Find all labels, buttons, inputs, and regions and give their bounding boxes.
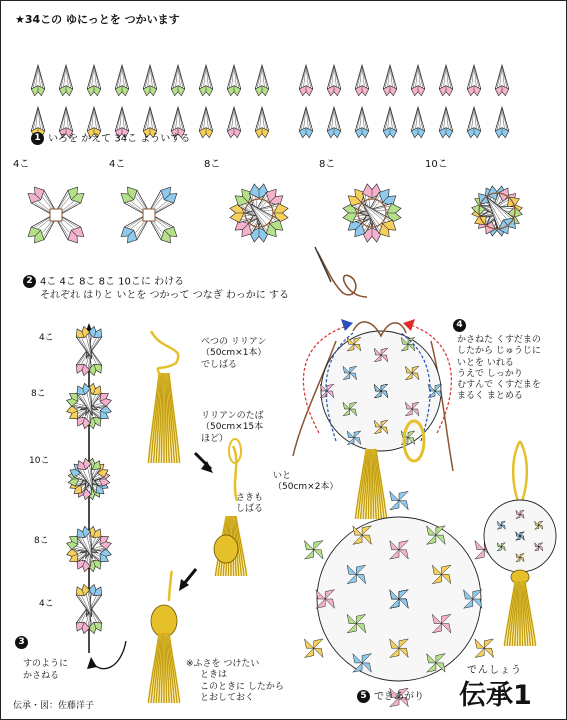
unit <box>171 65 185 96</box>
thread-label-b: （50cm×2本） <box>273 482 339 493</box>
unit <box>327 65 341 96</box>
stack-label-2: 8こ <box>31 389 46 399</box>
cord-note-2-a: リリアンのたば <box>201 411 264 421</box>
stack-label-5: 4こ <box>39 599 54 609</box>
cord-note-2-b: （50cm×15本 <box>201 422 264 433</box>
step4-number-line <box>453 319 470 333</box>
needle <box>315 247 331 282</box>
unit <box>411 107 425 138</box>
ring-8-b <box>343 184 401 242</box>
step4-line-5: むすんで くすだまを <box>457 380 541 390</box>
cord-top-2 <box>169 572 172 601</box>
step5-text: できあがり <box>374 691 424 703</box>
unit <box>59 65 73 96</box>
cord-note-4 <box>186 659 284 704</box>
unit <box>227 107 241 138</box>
step2-line2: それぞれ はりと いとを つかって つなぎ わっかに する <box>40 290 289 301</box>
unit <box>199 65 213 96</box>
unit <box>495 65 509 96</box>
stack-ring-4b <box>74 583 104 635</box>
step2-text-1: 4こ 4こ 8こ 8こ 10こに わける <box>40 276 185 288</box>
unit <box>255 65 269 96</box>
stack-label-3: 10こ <box>29 456 50 466</box>
cord-note-3 <box>236 493 263 516</box>
cord-knot <box>214 535 238 563</box>
ring-label-4b: 4こ <box>109 159 126 170</box>
step4-line-4: うえで しっかり <box>457 368 523 379</box>
step4-line-2: したから じゅうじに <box>457 346 541 357</box>
stack-label-1: 4こ <box>39 333 54 343</box>
cord-note-1-b: （50cm×1本） <box>201 348 267 359</box>
ring-label-4a: 4こ <box>13 159 30 170</box>
step5-number: 5 <box>357 690 370 703</box>
cord-note-3-b: しばる <box>236 504 264 515</box>
title-ruby: でんしょう <box>467 665 522 676</box>
unit <box>411 65 425 96</box>
ring-label-8b: 8こ <box>319 159 336 170</box>
title: 伝承1 <box>459 680 532 711</box>
unit <box>255 107 269 138</box>
step3-line2: かさねる <box>23 671 60 681</box>
unit <box>495 107 509 138</box>
stack-ring-8a <box>65 382 113 430</box>
ball-step4-tassel <box>355 449 386 519</box>
unit <box>383 107 397 138</box>
unit <box>355 65 369 96</box>
ring-label-10: 10こ <box>425 159 448 170</box>
unit <box>467 65 481 96</box>
ring-label-8a: 8こ <box>204 159 221 170</box>
stack-label-4: 8こ <box>34 536 49 546</box>
step1-number: 1 <box>31 132 44 145</box>
thread-label <box>273 471 338 494</box>
step4-text <box>457 335 541 403</box>
unit <box>299 65 313 96</box>
hanging-loop <box>513 441 527 506</box>
unit <box>299 107 313 138</box>
step1-caption <box>31 132 190 146</box>
cord-note-4-c: このときに したから <box>200 681 284 692</box>
ring-10 <box>470 185 523 237</box>
unit <box>467 107 481 138</box>
unit <box>199 107 213 138</box>
cord-note-2-c: ほど） <box>201 433 229 444</box>
unit <box>327 107 341 138</box>
cord-knot-2 <box>151 605 177 637</box>
step2-line1 <box>23 275 184 289</box>
small-ball-tassel <box>504 581 535 646</box>
cord-note-4-d: とおしておく <box>200 692 255 703</box>
stack-ring-10 <box>68 457 110 501</box>
cord-note-2 <box>201 411 264 445</box>
cord-note-4-b: ときは <box>200 670 228 681</box>
unit <box>87 65 101 96</box>
binding-cord <box>151 331 178 379</box>
cord-note-1-c: でしばる <box>201 359 238 370</box>
blue-arrowhead-left <box>341 319 353 331</box>
unit <box>383 65 397 96</box>
step4-line-6: まるく まとめる <box>457 391 523 402</box>
step4-line-3: いとを いれる <box>457 357 514 368</box>
cord-bundle <box>148 373 179 463</box>
unit <box>143 65 157 96</box>
step5-caption <box>357 690 424 704</box>
stack-curve-arrowhead <box>87 657 97 669</box>
stack-curve-arrow <box>91 641 126 669</box>
stack-ring-8b <box>65 525 113 573</box>
step1-text: いろを かえて 34こ よういする <box>48 133 191 145</box>
step2-number: 2 <box>23 275 36 288</box>
unit <box>31 65 45 96</box>
ring-8-a <box>230 184 288 242</box>
header-text: ★34この ゆにっとを つかいます <box>15 13 180 26</box>
thread <box>317 251 367 297</box>
unit <box>355 107 369 138</box>
ring-4-a <box>25 184 87 246</box>
step4-number: 4 <box>453 319 466 332</box>
unit <box>439 65 453 96</box>
stack-ring-4a <box>74 325 104 377</box>
credit: 伝承・図：佐藤洋子 <box>13 701 95 711</box>
step4-line-1: かさねた くすだまの <box>457 335 541 345</box>
cord-note-3-a: さきも <box>236 493 264 503</box>
ball-finished-large <box>305 491 494 706</box>
thread-label-a: いと <box>273 471 292 481</box>
ball-finished-small <box>484 500 556 572</box>
step3-line1: すのように <box>23 659 69 669</box>
ring-4-b <box>118 184 180 246</box>
cord-note-4-a: ※ふさを つけたい <box>186 659 260 669</box>
cord-note-1 <box>201 337 267 371</box>
unit <box>439 107 453 138</box>
step3-number-line <box>15 636 32 650</box>
cord-note-1-a: べつの リリアン <box>201 337 267 347</box>
unit <box>115 65 129 96</box>
cord-bundle-final <box>148 633 179 703</box>
step3-number: 3 <box>15 636 28 649</box>
unit <box>227 65 241 96</box>
